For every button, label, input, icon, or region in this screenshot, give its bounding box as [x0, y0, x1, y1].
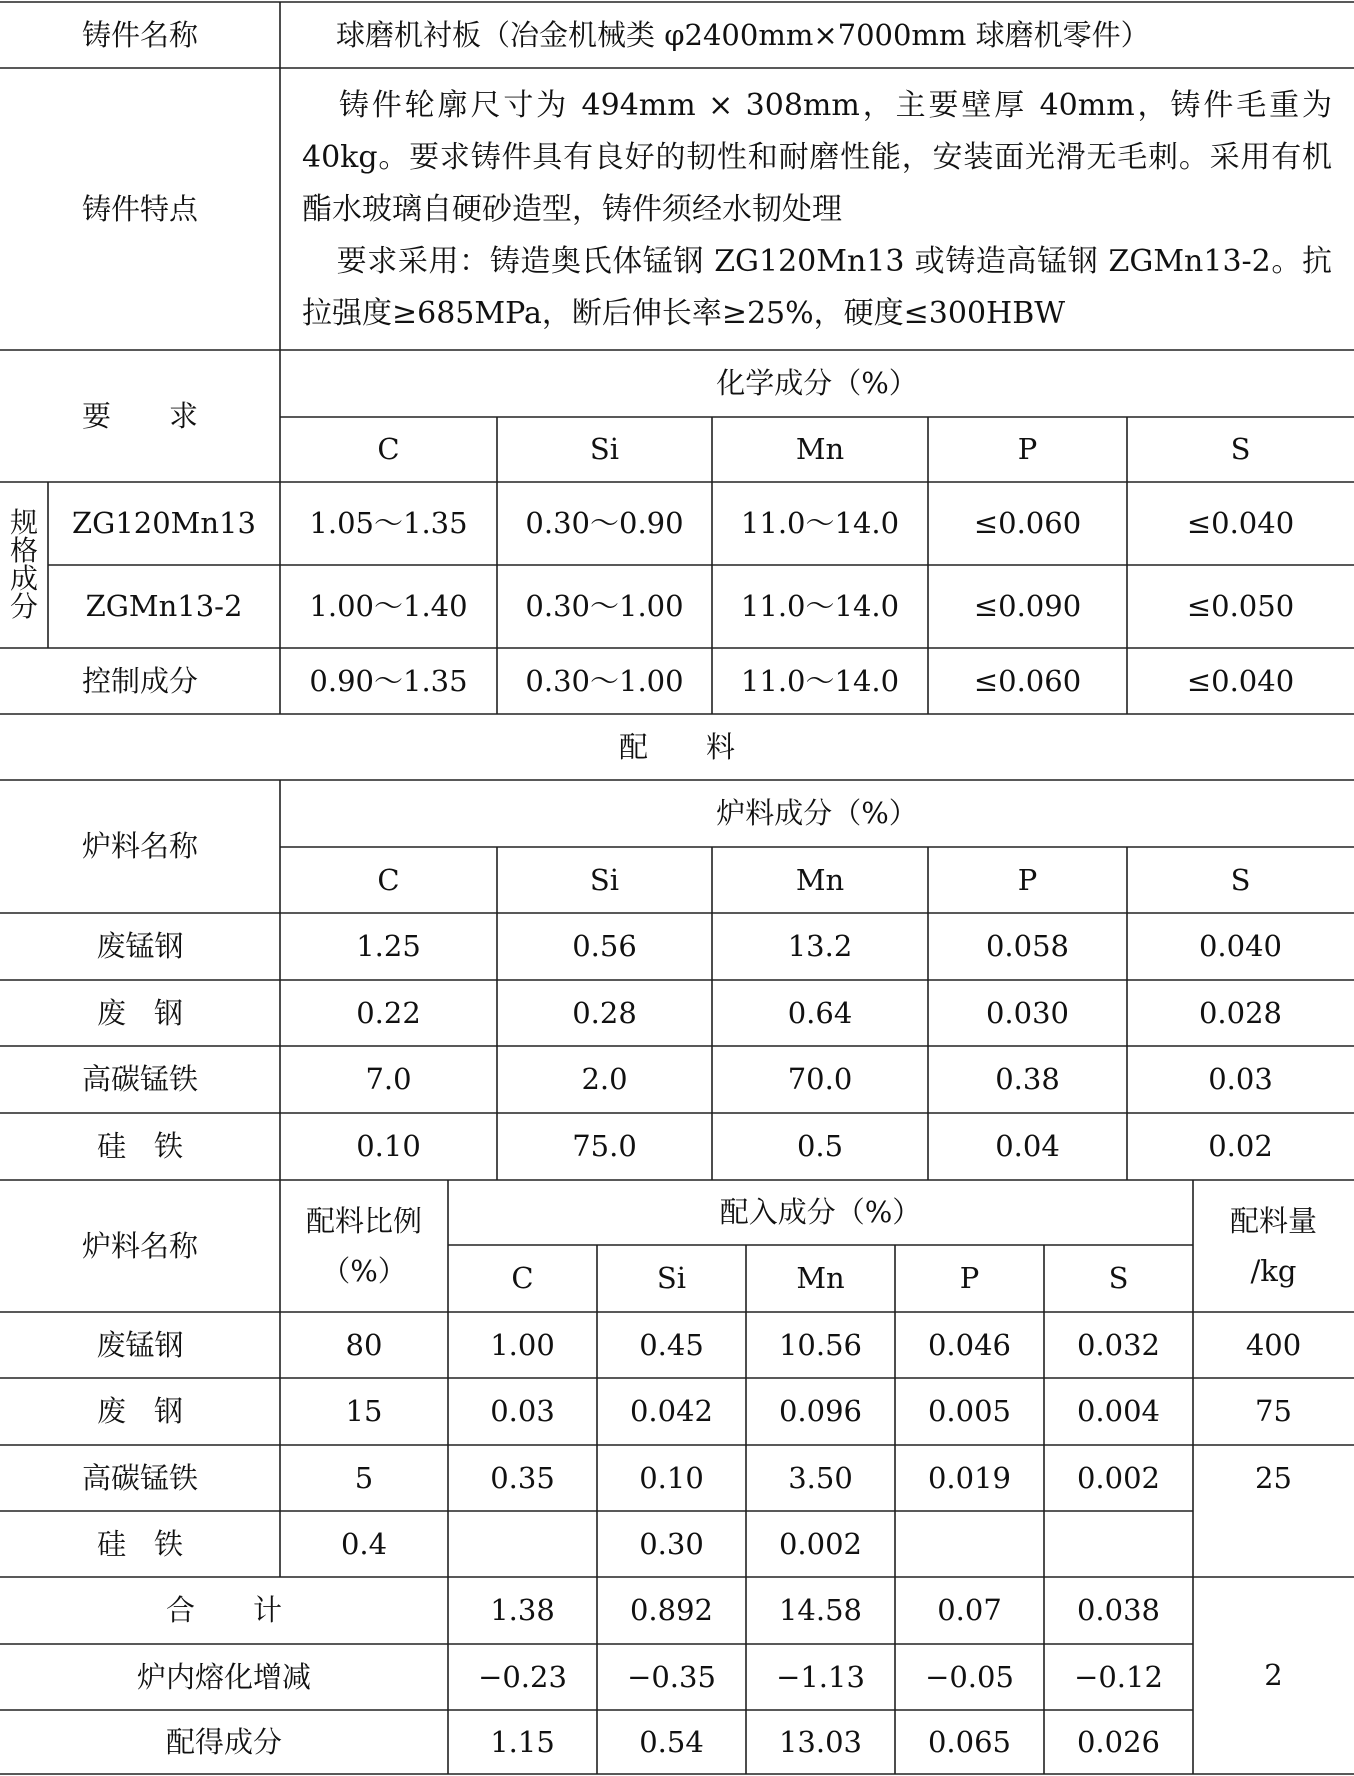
control-value: ≤0.060	[973, 663, 1082, 698]
spec-value: 11.0～14.0	[740, 506, 900, 541]
charge-value: 7.0	[365, 1062, 412, 1097]
charge-value: 75.0	[572, 1129, 637, 1164]
charge-element-mn: Mn	[795, 862, 845, 897]
charge-value: 0.058	[985, 929, 1070, 964]
spec-label-char: 分	[9, 590, 38, 623]
spec-label-char: 格	[9, 534, 38, 567]
total-value: 0.07	[937, 1593, 1002, 1628]
result-value: 0.065	[927, 1724, 1012, 1759]
charge-value: 0.10	[356, 1129, 421, 1164]
total-value: 1.38	[490, 1593, 555, 1628]
mix-value: 0.032	[1076, 1327, 1161, 1362]
mix-amount: 75	[1255, 1394, 1292, 1429]
charge-material-name: 高碳锰铁	[81, 1062, 198, 1097]
charge-value: 0.28	[572, 995, 637, 1030]
charge-value: 0.028	[1198, 995, 1283, 1030]
charge-element-si: Si	[589, 862, 620, 897]
casting-name-value: 球磨机衬板（冶金机械类 φ2400mm×7000mm 球磨机零件）	[336, 17, 1150, 52]
charge-value: 0.56	[572, 929, 637, 964]
spec-label-char: 成	[9, 562, 38, 595]
total-value: 14.58	[778, 1593, 863, 1628]
mix-value	[895, 1511, 1044, 1577]
mix-value: 0.096	[778, 1394, 863, 1429]
mix-material-label: 炉料名称	[81, 1228, 198, 1263]
mix-ratio: 80	[345, 1327, 383, 1362]
spec-grade-name: ZGMn13-2	[85, 589, 243, 624]
spec-value: 0.30～0.90	[525, 506, 684, 541]
features-paragraph-2: 要求采用：铸造奥氏体锰钢 ZG120Mn13 或铸造高锰钢 ZGMn13-2。抗拉强度≥685MPa，断后伸长率≥25%，硬度≤300HBW	[302, 244, 1332, 331]
charge-material-name: 废钢	[96, 995, 211, 1030]
charge-value: 0.5	[796, 1129, 844, 1164]
mix-value: 3.50	[788, 1460, 853, 1495]
spec-value: 1.00～1.40	[309, 589, 468, 624]
charge-value: 70.0	[787, 1062, 853, 1097]
mix-ratio: 5	[354, 1460, 374, 1495]
charge-value: 0.03	[1208, 1062, 1273, 1097]
charge-element-s: S	[1230, 862, 1251, 897]
req-element-p: P	[1017, 432, 1038, 467]
mix-value: 0.03	[490, 1394, 555, 1429]
requirements-label: 要求	[81, 398, 256, 433]
control-value: 0.30～1.00	[525, 663, 684, 698]
mix-value: 1.00	[490, 1327, 555, 1362]
mix-material-name: 高碳锰铁	[81, 1460, 198, 1495]
mix-amount-header: 配料量 /kg	[1229, 1204, 1317, 1288]
result-value: 0.54	[639, 1724, 704, 1759]
spec-value: ≤0.090	[973, 589, 1082, 624]
control-value: 11.0～14.0	[740, 663, 900, 698]
charge-value: 0.22	[356, 995, 421, 1030]
mix-value: 0.002	[778, 1526, 863, 1561]
melt-change-value: −0.35	[627, 1659, 716, 1694]
mix-amount: 400	[1245, 1327, 1302, 1362]
req-element-c: C	[377, 432, 400, 467]
spec-value: ≤0.040	[1186, 506, 1295, 541]
casting-features-text	[302, 80, 1332, 340]
charge-composition-header: 炉料成分（%）	[716, 796, 918, 831]
mix-value: 0.046	[927, 1327, 1012, 1362]
mix-material-name: 硅铁	[96, 1526, 211, 1561]
result-value: 13.03	[778, 1724, 863, 1759]
charge-name-label: 炉料名称	[81, 829, 198, 864]
melt-change-value: −0.12	[1074, 1659, 1163, 1694]
req-element-s: S	[1230, 432, 1251, 467]
mix-material-name: 废锰钢	[96, 1327, 184, 1362]
spec-composition-label	[0, 482, 48, 648]
mix-material-name: 废钢	[96, 1394, 211, 1429]
mix-value: 0.019	[927, 1460, 1012, 1495]
charge-value: 13.2	[787, 929, 853, 964]
charge-value: 2.0	[581, 1062, 628, 1097]
control-value: ≤0.040	[1186, 663, 1295, 698]
mix-amount: 25	[1255, 1460, 1292, 1495]
mix-value	[448, 1511, 597, 1577]
spec-value: 1.05～1.35	[309, 506, 468, 541]
mix-value: 0.45	[639, 1327, 704, 1362]
charge-value: 1.25	[356, 929, 421, 964]
added-composition-header: 配入成分（%）	[719, 1195, 922, 1230]
charge-value: 0.040	[1198, 929, 1283, 964]
charge-element-c: C	[377, 862, 400, 897]
charge-value: 0.04	[995, 1129, 1060, 1164]
spec-value: ≤0.050	[1186, 589, 1295, 624]
spec-value: 0.30～1.00	[525, 589, 684, 624]
result-value: 1.15	[490, 1724, 555, 1759]
mix-value: 0.002	[1076, 1460, 1161, 1495]
result-composition-label: 配得成分	[165, 1724, 282, 1759]
mix-value: 0.30	[639, 1526, 704, 1561]
mix-element-si: Si	[656, 1261, 687, 1296]
spec-value: ≤0.060	[973, 506, 1082, 541]
batching-section-title: 配料	[618, 729, 793, 764]
charge-element-p: P	[1017, 862, 1038, 897]
req-element-mn: Mn	[795, 432, 845, 467]
charge-material-name: 废锰钢	[96, 929, 184, 964]
mix-value: 0.005	[927, 1394, 1012, 1429]
melt-change-value: −1.13	[776, 1659, 865, 1694]
total-value: 0.892	[629, 1593, 714, 1628]
mix-value: 0.10	[639, 1460, 704, 1495]
charge-value: 0.02	[1208, 1129, 1273, 1164]
spec-label-char: 规	[9, 506, 38, 539]
charge-value: 0.64	[787, 995, 853, 1030]
spec-value: 11.0～14.0	[740, 589, 900, 624]
mix-value	[1044, 1511, 1193, 1577]
result-value: 0.026	[1076, 1724, 1161, 1759]
melt-change-label: 炉内熔化增减	[136, 1659, 311, 1694]
mix-value: 10.56	[778, 1327, 863, 1362]
melt-change-value: −0.05	[925, 1659, 1014, 1694]
mix-ratio-header: 配料比例 （%）	[305, 1204, 422, 1288]
mix-value: 0.35	[490, 1460, 555, 1495]
total-label: 合计	[165, 1593, 340, 1628]
charge-material-name: 硅铁	[96, 1129, 211, 1164]
req-element-si: Si	[589, 432, 620, 467]
mix-element-c: C	[511, 1261, 534, 1296]
features-paragraph-1: 铸件轮廓尺寸为 494mm × 308mm，主要壁厚 40mm，铸件毛重为 40kg。要求铸件具有良好的韧性和耐磨性能，安装面光滑无毛刺。采用有机酯水玻璃自硬砂造型，铸件须经水韧处理	[302, 88, 1332, 227]
casting-name-label: 铸件名称	[81, 17, 198, 52]
control-composition-label: 控制成分	[81, 663, 198, 698]
mix-value: 0.004	[1076, 1394, 1161, 1429]
charge-value: 0.030	[985, 995, 1070, 1030]
mix-value: 0.042	[629, 1394, 714, 1429]
casting-features-label: 铸件特点	[81, 191, 198, 226]
mix-element-s: S	[1108, 1261, 1129, 1296]
mix-element-p: P	[959, 1261, 980, 1296]
control-value: 0.90～1.35	[309, 663, 468, 698]
spec-grade-name: ZG120Mn13	[72, 506, 256, 541]
chemical-composition-header: 化学成分（%）	[716, 366, 918, 401]
total-value: 0.038	[1076, 1593, 1161, 1628]
melt-change-value: −0.23	[478, 1659, 567, 1694]
mix-amount: 2	[1264, 1658, 1283, 1693]
mix-element-mn: Mn	[796, 1261, 845, 1296]
charge-value: 0.38	[995, 1062, 1060, 1097]
mix-ratio: 0.4	[340, 1526, 388, 1561]
mix-ratio: 15	[345, 1394, 383, 1429]
